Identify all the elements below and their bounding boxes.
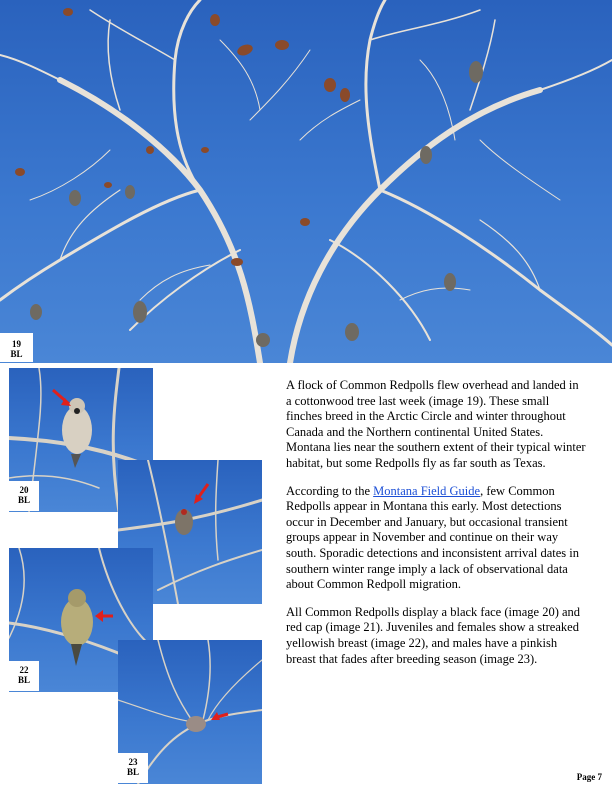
paragraph-field-guide-body: , few Common Redpolls appear in Montana this early. Most detections occur in December and January, but occasional transient groups appear in November and continue on their way south. Sporadic detections and inconsistent arrival dates in southern winter range imply a lack of observational data about Common Redpoll migration. [286, 483, 579, 592]
image-22-label [9, 661, 39, 691]
paragraph-plumage: All Common Redpolls display a black face (image 20) and red cap (image 21). Juveniles and females show a streaked yellowish breast (image 22), and males have a pinkish breast that fades after breeding season (image 23). [286, 604, 581, 666]
image-20-tag: BL [17, 495, 30, 505]
image-20-number: 20 [19, 485, 29, 495]
page-number: Page 7 [576, 772, 602, 782]
paragraph-field-guide-intro: According to the [286, 483, 374, 498]
image-23-number: 23 [128, 757, 138, 767]
article-text [286, 378, 586, 679]
photo-19-scene [0, 0, 612, 363]
image-19-label [0, 333, 33, 362]
montana-field-guide-link[interactable]: Montana Field Guide [373, 483, 481, 498]
image-23-label [118, 753, 148, 783]
image-19-tag: BL [10, 349, 23, 359]
paragraph-redpoll-flock: A flock of Common Redpolls flew overhead and landed in a cottonwood tree last week (image 19). These small finches breed in the Arctic Circle and winter throughout Canada and the Northern continental United States. Montana lies near the southern extent of their typical winter habitat, but some Redpolls fly as far south as Texas. [286, 378, 586, 470]
image-23-tag: BL [126, 767, 139, 777]
photo-19-redpoll-flock [0, 0, 612, 363]
image-20-label [9, 481, 39, 511]
paragraph-field-guide [286, 484, 586, 593]
image-22-tag: BL [17, 675, 30, 685]
arrow-indicator [198, 484, 208, 498]
redpoll-bird [186, 716, 206, 732]
image-22-number: 22 [19, 665, 29, 675]
image-19-number: 19 [12, 339, 21, 349]
